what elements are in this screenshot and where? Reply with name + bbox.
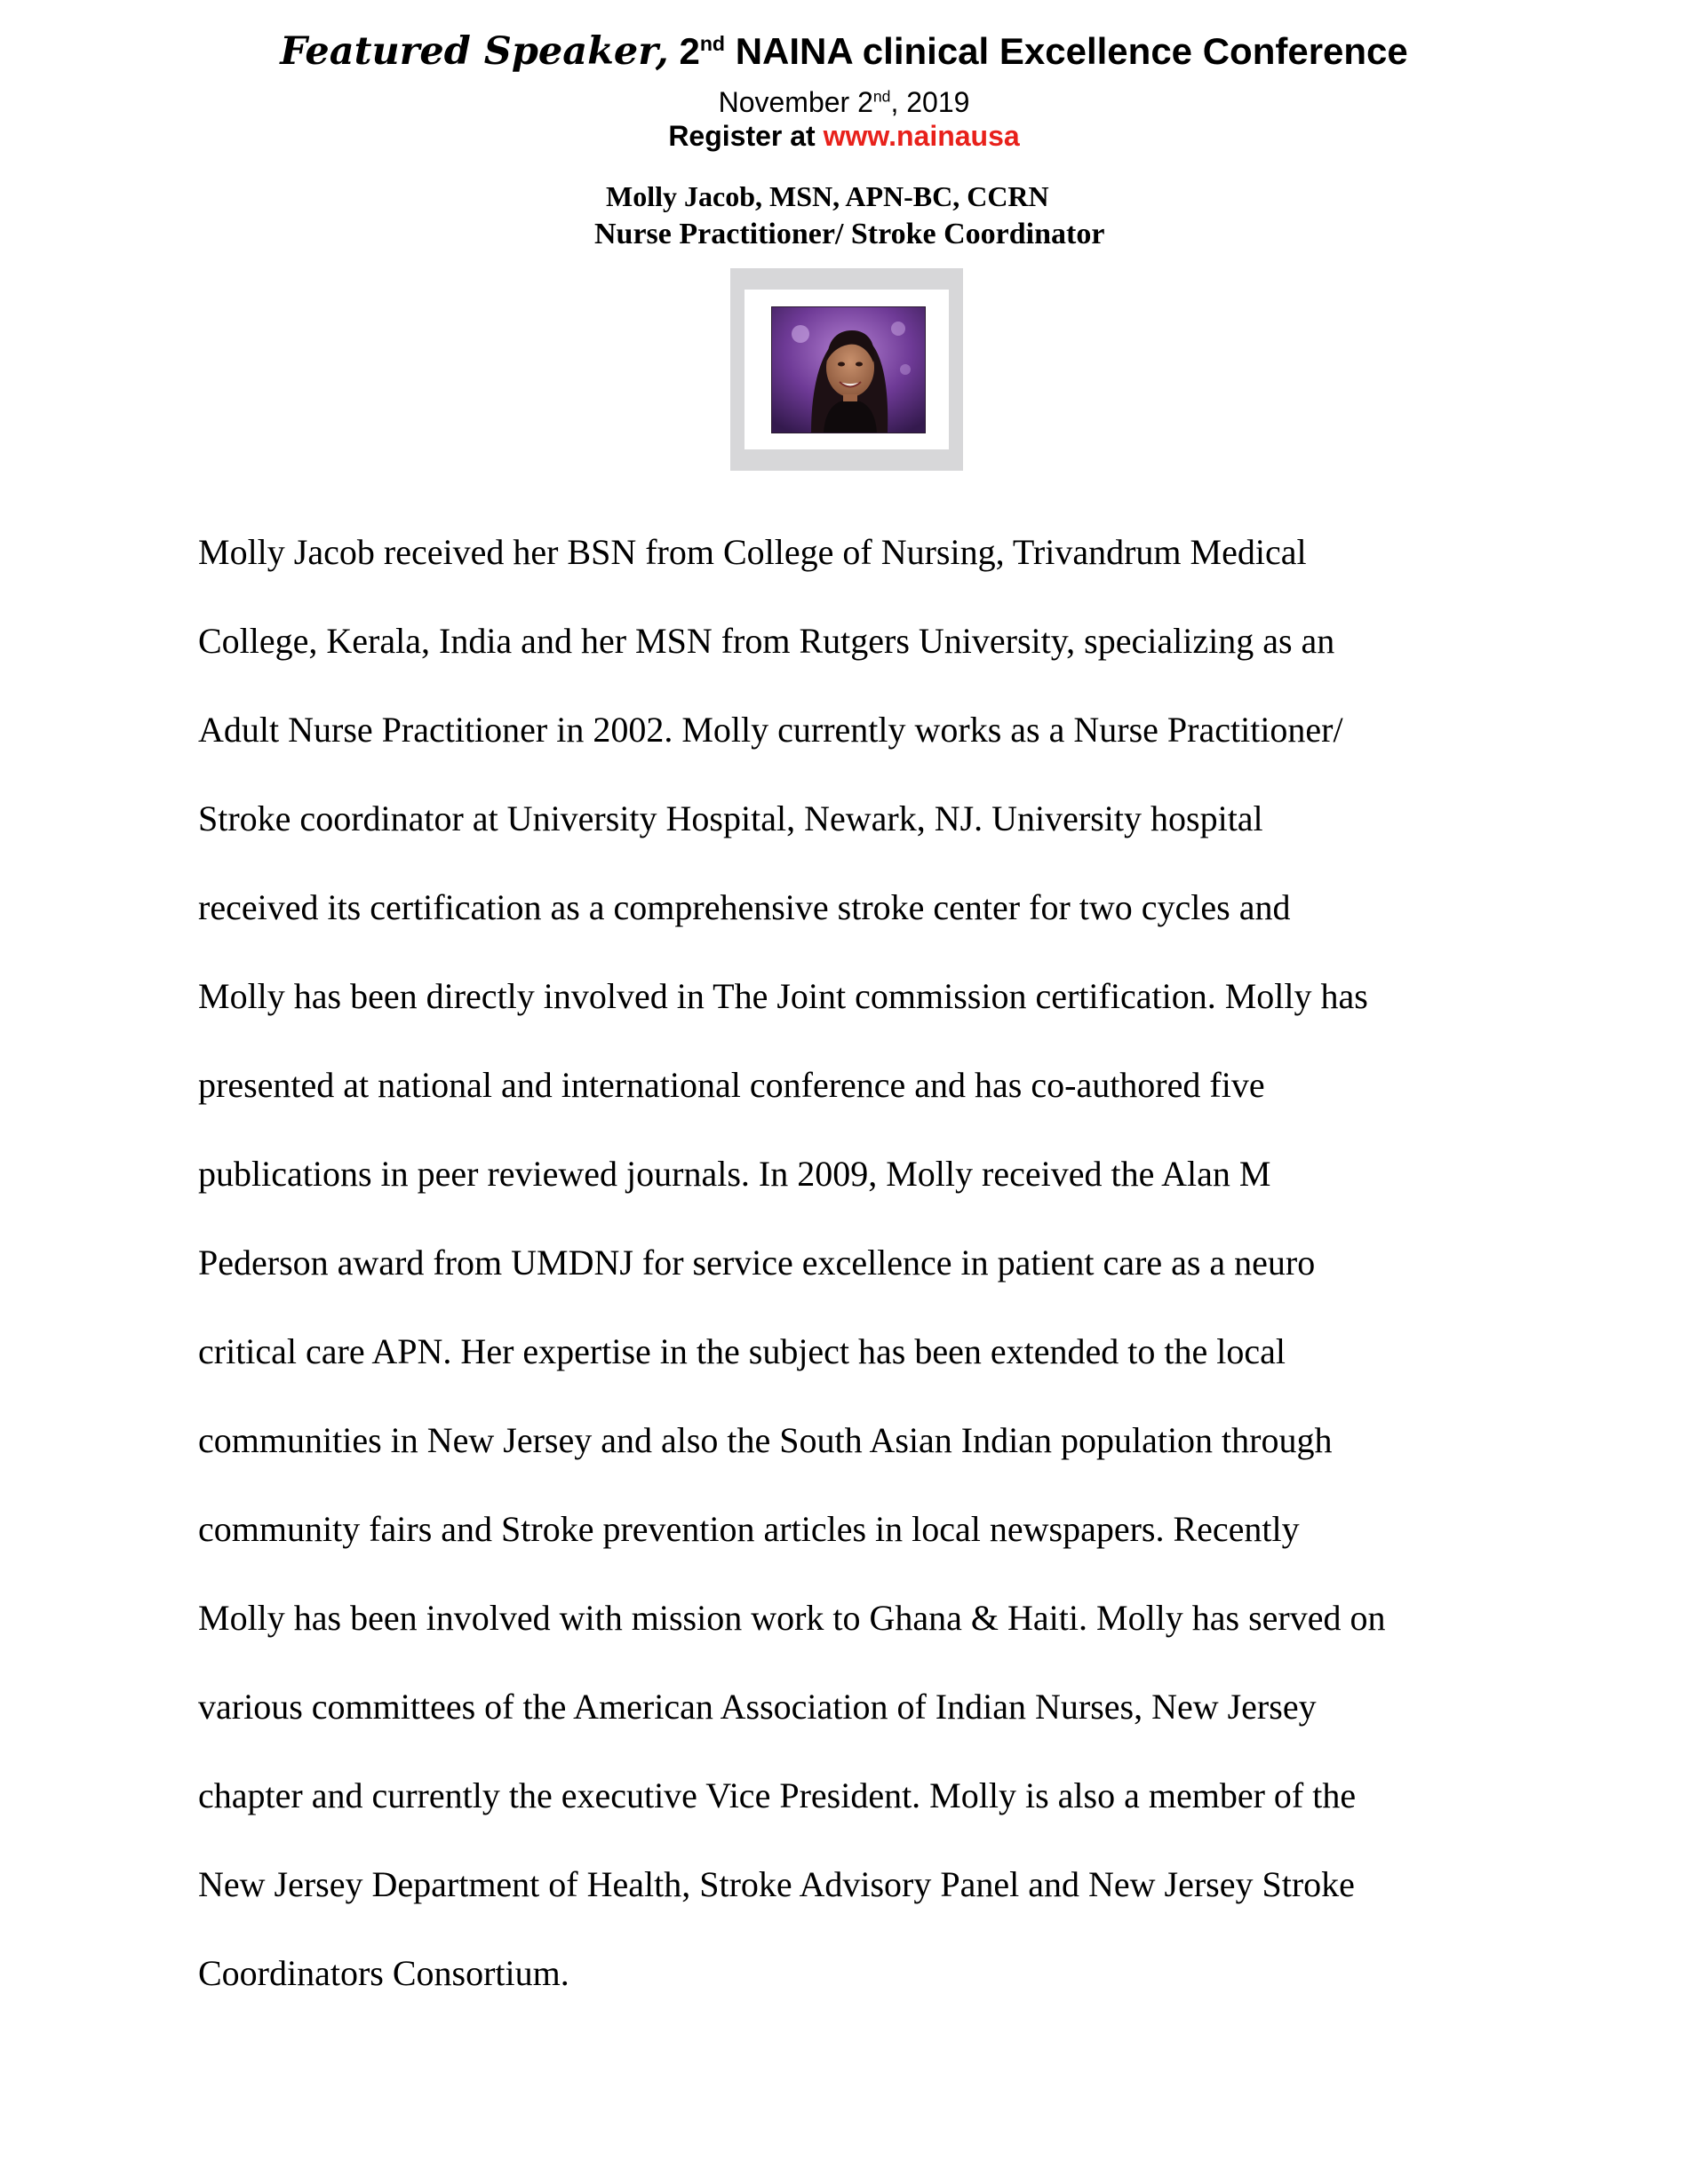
conference-name: NAINA clinical Excellence Conference: [725, 30, 1408, 72]
date-year: , 2019: [890, 86, 970, 118]
edition-number: 2: [668, 30, 700, 72]
bio-line: chapter and currently the executive Vice President. Molly is also a member of the: [198, 1775, 1357, 1815]
edition-suffix: nd: [699, 32, 726, 55]
speaker-photo: [771, 306, 926, 433]
speaker-name: Molly Jacob, MSN, APN-BC, CCRN: [606, 180, 1049, 212]
bio-line: New Jersey Department of Health, Stroke Advisory Panel and New Jersey Stroke: [198, 1864, 1355, 1904]
bio-line: Molly has been directly involved in The Joint commission certification. Molly has: [198, 976, 1368, 1016]
bio-line: received its certification as a comprehensive stroke center for two cycles and: [198, 887, 1291, 927]
speaker-bio: [198, 508, 1549, 2018]
bio-line: Coordinators Consortium.: [198, 1953, 569, 1993]
bio-line: Pederson award from UMDNJ for service excellence in patient care as a neuro: [198, 1243, 1316, 1283]
bio-line: community fairs and Stroke prevention articles in local newspapers. Recently: [198, 1509, 1300, 1549]
bio-line: College, Kerala, India and her MSN from Rutgers University, specializing as an: [198, 621, 1335, 661]
flyer-header: [0, 25, 1688, 153]
speaker-photo-frame: [730, 268, 963, 471]
bio-line: critical care APN. Her expertise in the subject has been extended to the local: [198, 1331, 1286, 1371]
date-suffix: nd: [872, 87, 891, 106]
bio-line: Adult Nurse Practitioner in 2002. Molly currently works as a Nurse Practitioner/: [198, 710, 1343, 750]
featured-speaker-label: Featured Speaker,: [280, 29, 669, 74]
conference-date: [0, 85, 1688, 119]
bio-line: various committees of the American Association of Indian Nurses, New Jersey: [198, 1687, 1317, 1727]
bio-line: Molly Jacob received her BSN from College of Nursing, Trivandrum Medical: [198, 532, 1307, 572]
bio-line: communities in New Jersey and also the South Asian Indian population through: [198, 1420, 1333, 1460]
register-link[interactable]: www.nainausa: [823, 120, 1020, 152]
conference-title: [0, 25, 1688, 78]
speaker-role: Nurse Practitioner/ Stroke Coordinator: [594, 218, 1105, 250]
date-month-day: November 2: [718, 86, 873, 118]
bio-line: presented at national and international conference and has co-authored five: [198, 1065, 1265, 1105]
bio-line: publications in peer reviewed journals. In 2009, Molly received the Alan M: [198, 1154, 1271, 1194]
register-line: [0, 119, 1688, 153]
bio-line: Molly has been involved with mission work to Ghana & Haiti. Molly has served on: [198, 1598, 1386, 1638]
register-prefix: Register at: [668, 120, 824, 152]
portrait-image: [772, 307, 925, 433]
bio-line: Stroke coordinator at University Hospital, Newark, NJ. University hospital: [198, 798, 1263, 838]
